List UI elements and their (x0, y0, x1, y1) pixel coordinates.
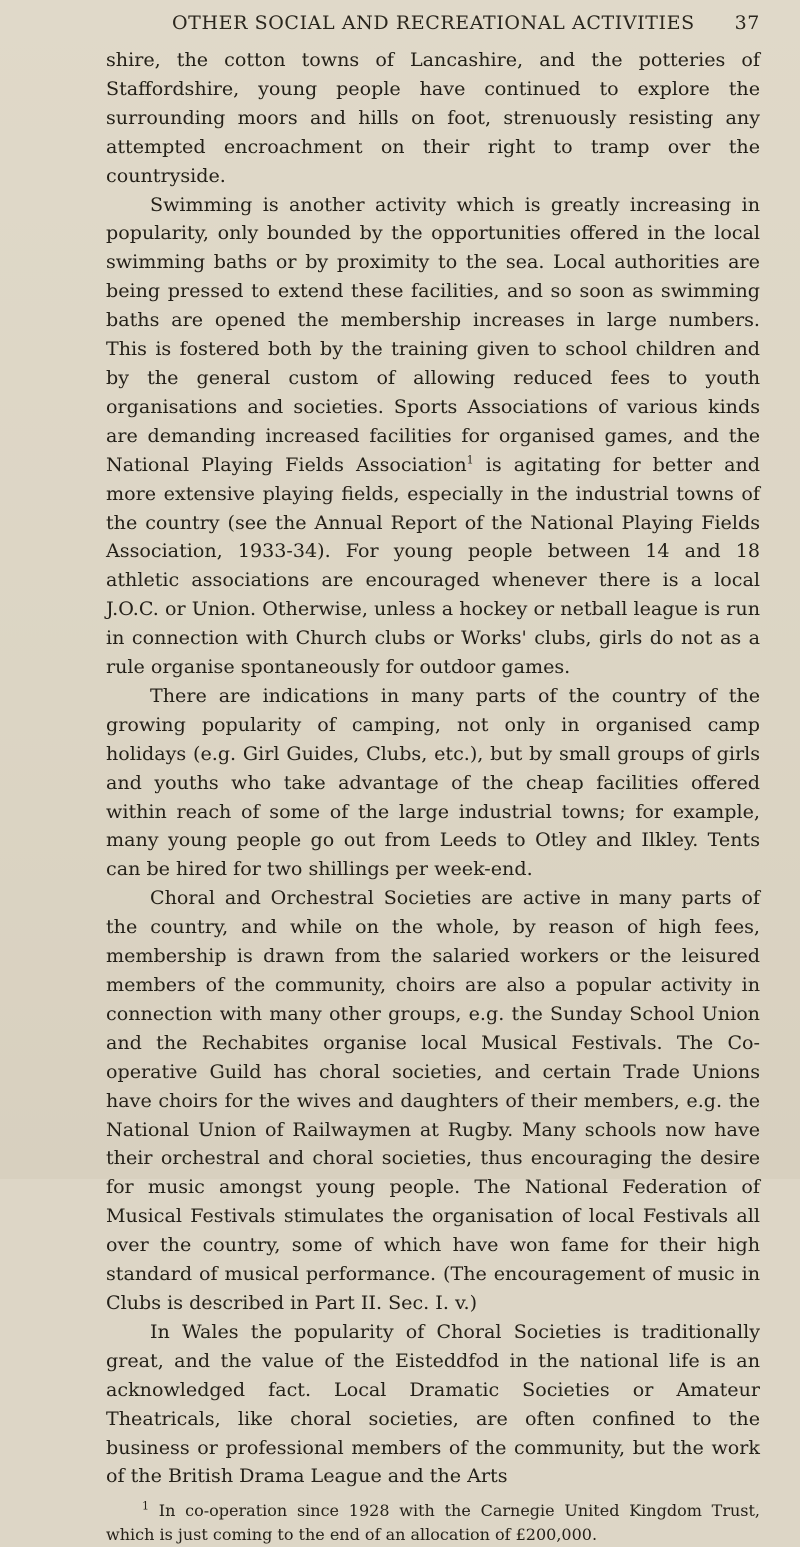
paragraph-continued: shire, the cotton towns of Lancashire, and the potteries of Staffordshire, young people have continued to explore the surrounding moors and hills on foot, strenuously resisting any attempted encroachment on their right to tramp over the countryside. (106, 48, 760, 187)
paragraph-swimming-part-1: Swimming is another activity which is greatly increasing in popularity, only bounded by the opportunities offered in the local swimming baths or by proximity to the sea. Local authorities are being pressed to extend these facilities, and so soon as swimming baths are opened the membership increases in large numbers. This is fostered both by the training given to school children and by the general custom of allowing reduced fees to youth organisations and societies. Sports Associations of various kinds are demanding increased facilities for organised games, and the National Playing Fields Association (106, 192, 760, 476)
paragraph-swimming-part-2: is agitating for better and more extensive playing fields, especially in the industrial towns of the country (see the Annual Report of the National Playing Fields Association, 1933-34). For young people between 14 and 18 athletic associations are encouraged whenever there is a local J.O.C. or Union. Otherwise, unless a hockey or netball league is run in connection with Church clubs or Works' clubs, girls do not as a rule organise spontaneously for outdoor games. (106, 452, 760, 679)
paragraph-camping: There are indications in many parts of the country of the growing popularity of camping, not only in organised camp holidays (e.g. Girl Guides, Clubs, etc.), but by small groups of girls and youths who take advantage of the cheap facilities offered within reach of some of the large industrial towns; for example, many young people go out from Leeds to Otley and Ilkley. Tents can be hired for two shillings per week-end. (106, 683, 760, 881)
footnote-reference: 1 (466, 453, 474, 467)
paragraph-choral: Choral and Orchestral Societies are active in many parts of the country, and while on the whole, by reason of high fees, membership is drawn from the salaried workers or the leisured members of the community, choirs are also a popular activity in connection with many other groups, e.g. the Sunday School Union and the Rechabites organise local Musical Festivals. The Co-operative Guild has choral societies, and certain Trade Unions have choirs for the wives and daughters of their members, e.g. the National Union of Railwaymen at Rugby. Many schools now have their orchestral and choral societies, thus encouraging the desire for music amongst young people. The National Federation of Musical Festivals stimulates the organisation of local Festivals all over the country, some of which have won fame for their high standard of musical performance. (The encouragement of music in Clubs is described in Part II. Sec. I. v.) (106, 886, 760, 1314)
footnote (106, 1499, 760, 1547)
body-text (106, 46, 760, 1491)
footnote-marker: 1 (142, 1499, 149, 1513)
page-number: 37 (734, 12, 760, 34)
footnote-text: In co-operation since 1928 with the Carnegie United Kingdom Trust, which is just coming to the end of an allocation of £200,000. (106, 1501, 760, 1545)
paragraph-wales: In Wales the popularity of Choral Societies is traditionally great, and the value of the Eisteddfod in the national life is an acknowledged fact. Local Dramatic Societies or Amateur Theatricals, like choral societies, are often confined to the business or professional members of the community, but the work of the British Drama League and the Arts (106, 1319, 760, 1488)
running-head-title: OTHER SOCIAL AND RECREATIONAL ACTIVITIES (172, 12, 695, 34)
paragraph-swimming (106, 191, 760, 682)
running-head (172, 6, 760, 40)
